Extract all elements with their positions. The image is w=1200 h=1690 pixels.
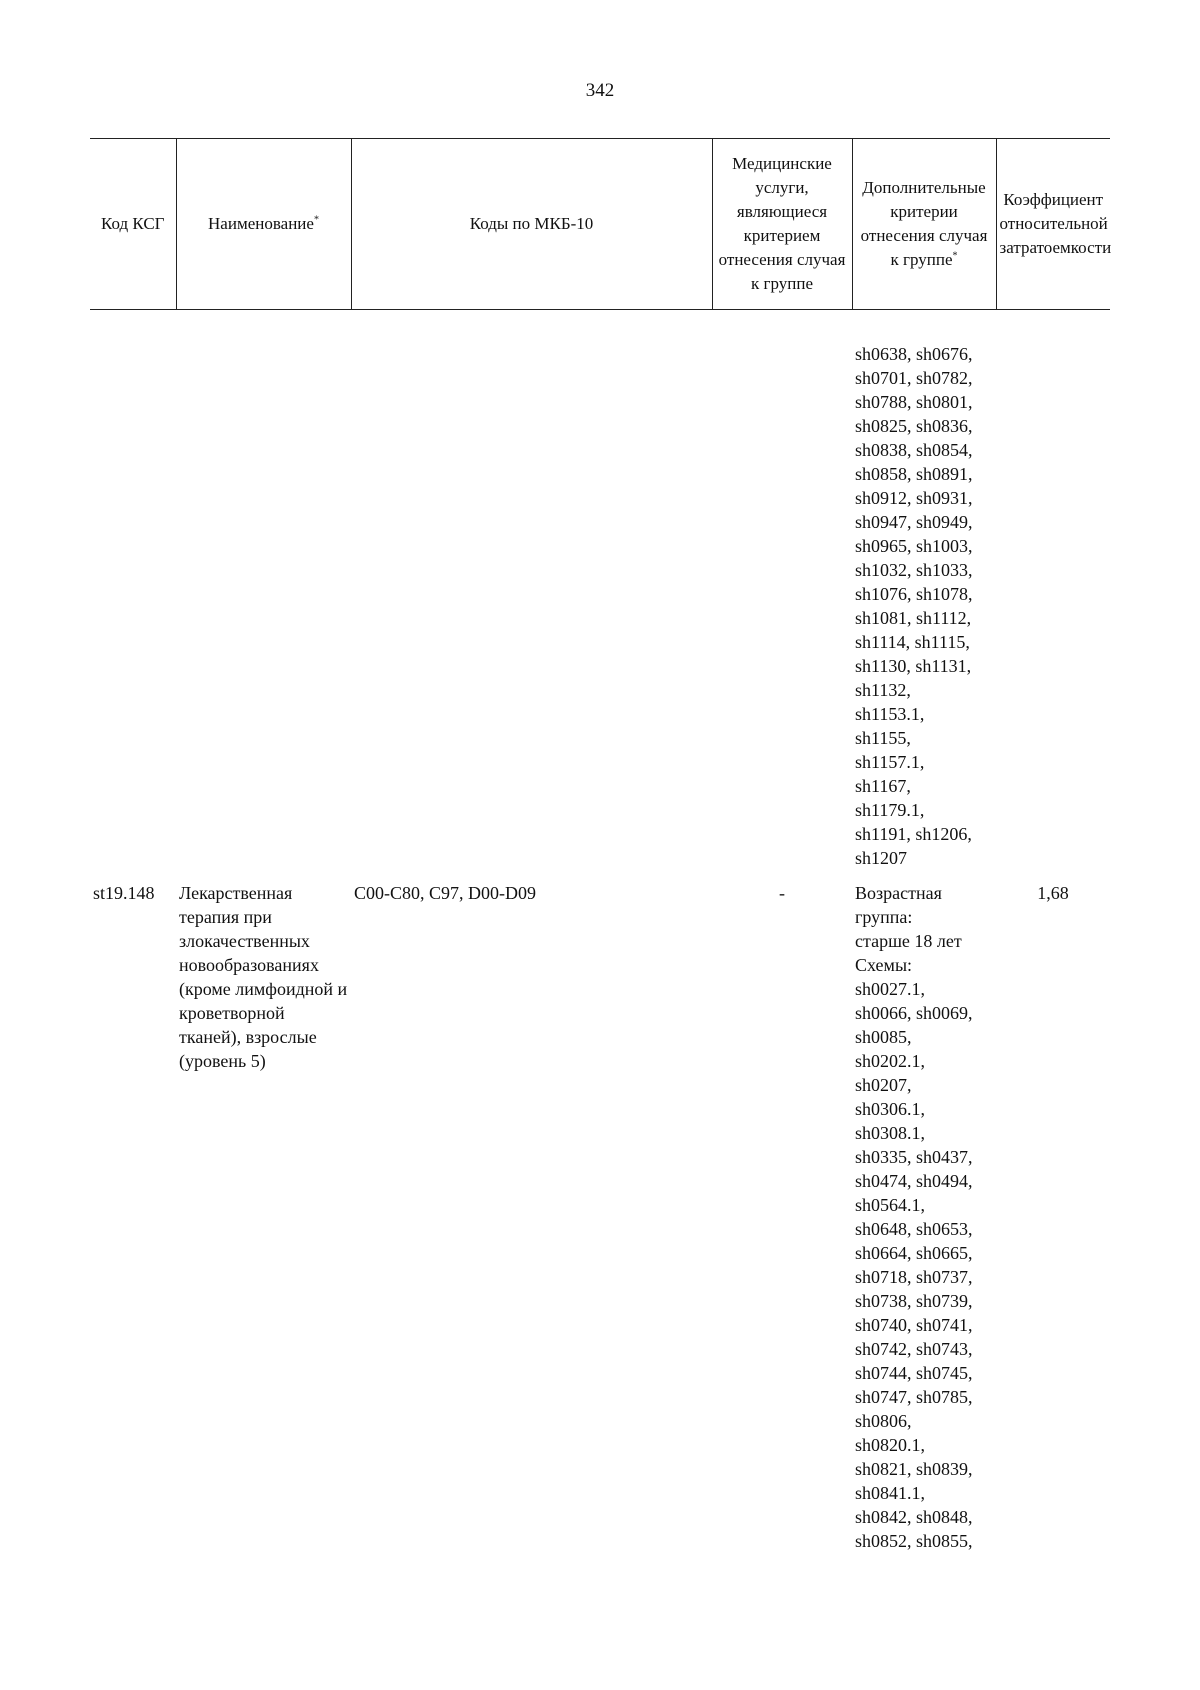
criteria-line: sh0788, sh0801, (855, 392, 973, 412)
table-row-continued (90, 310, 1110, 871)
criteria-line: sh1191, sh1206, (855, 824, 972, 844)
criteria-line: sh0965, sh1003, (855, 536, 973, 556)
criteria-line: sh1114, sh1115, (855, 632, 970, 652)
criteria-line: sh1207 (855, 848, 908, 868)
criteria-line: sh0841.1, (855, 1483, 926, 1503)
criteria-line: sh0852, sh0855, (855, 1531, 973, 1551)
criteria-line: sh1032, sh1033, (855, 560, 973, 580)
cell-code: st19.148 (93, 883, 155, 903)
criteria-line: sh0638, sh0676, (855, 344, 973, 364)
criteria-line: sh0701, sh0782, (855, 368, 973, 388)
header-code: Код КСГ (90, 139, 176, 310)
criteria-line: sh0066, sh0069, (855, 1003, 973, 1023)
criteria-line: sh0842, sh0848, (855, 1507, 973, 1527)
ksg-table (90, 138, 1110, 1553)
criteria-line: sh1130, sh1131, (855, 656, 972, 676)
criteria-line: sh0738, sh0739, (855, 1291, 973, 1311)
criteria-line: sh0085, (855, 1027, 912, 1047)
criteria-line: sh0820.1, (855, 1435, 926, 1455)
criteria-line: sh1132, (855, 680, 911, 700)
criteria-line: sh0825, sh0836, (855, 416, 973, 436)
criteria-line: sh1179.1, (855, 800, 925, 820)
criteria-line: sh0335, sh0437, (855, 1147, 973, 1167)
cell-criteria (852, 310, 996, 871)
criteria-line: sh0474, sh0494, (855, 1171, 973, 1191)
footnote-mark: * (313, 213, 319, 225)
criteria-line: sh1157.1, (855, 752, 925, 772)
header-criteria: Дополнительные критерии отнесения случая к группе* (852, 139, 996, 310)
criteria-line: sh0740, sh0741, (855, 1315, 973, 1335)
table-header-row (90, 139, 1110, 310)
table-row (90, 870, 1110, 1553)
criteria-line: sh1076, sh1078, (855, 584, 973, 604)
criteria-line: sh0947, sh0949, (855, 512, 973, 532)
criteria-line: sh0202.1, (855, 1051, 926, 1071)
header-services: Медицинские услуги, являющиеся критерием отнесения случая к группе (712, 139, 852, 310)
criteria-line: sh0648, sh0653, (855, 1219, 973, 1239)
criteria-line: sh0306.1, (855, 1099, 926, 1119)
criteria-line: sh0308.1, (855, 1123, 926, 1143)
criteria-line: sh1167, (855, 776, 911, 796)
criteria-line: sh0664, sh0665, (855, 1243, 973, 1263)
criteria-line: sh1081, sh1112, (855, 608, 972, 628)
cell-criteria (852, 870, 996, 1553)
criteria-line: sh0821, sh0839, (855, 1459, 973, 1479)
criteria-line: Возрастная (855, 883, 942, 903)
criteria-line: sh0718, sh0737, (855, 1267, 973, 1287)
criteria-line: sh0806, (855, 1411, 912, 1431)
criteria-line: sh0912, sh0931, (855, 488, 973, 508)
header-mkb: Коды по МКБ-10 (351, 139, 712, 310)
cell-name (176, 310, 351, 871)
cell-services: - (779, 883, 785, 903)
criteria-line: sh0858, sh0891, (855, 464, 973, 484)
footnote-mark: * (952, 249, 958, 261)
criteria-line: Схемы: (855, 955, 913, 975)
cell-code (90, 310, 176, 871)
criteria-line: sh0747, sh0785, (855, 1387, 973, 1407)
criteria-line: sh0207, (855, 1075, 912, 1095)
criteria-line: sh0027.1, (855, 979, 926, 999)
criteria-line: sh0744, sh0745, (855, 1363, 973, 1383)
criteria-line: sh0742, sh0743, (855, 1339, 973, 1359)
header-name: Наименование* (176, 139, 351, 310)
cell-name: Лекарственная терапия при злокачественных новообразованиях (кроме лимфоидной и кроветворной тканей), взрослые (уровень 5) (179, 883, 348, 1071)
cell-coefficient: 1,68 (1037, 883, 1069, 903)
cell-coefficient (996, 310, 1110, 871)
cell-mkb: C00-C80, C97, D00-D09 (354, 883, 537, 903)
criteria-line: sh0838, sh0854, (855, 440, 973, 460)
criteria-line: sh1153.1, (855, 704, 925, 724)
cell-services (712, 310, 852, 871)
page-number: 342 (585, 80, 615, 101)
cell-mkb (351, 310, 712, 871)
criteria-line: sh0564.1, (855, 1195, 926, 1215)
header-coefficient: Коэффициент относительной затратоемкости (996, 139, 1110, 310)
criteria-line: старше 18 лет (855, 931, 962, 951)
criteria-line: sh1155, (855, 728, 911, 748)
criteria-line: группа: (855, 907, 913, 927)
